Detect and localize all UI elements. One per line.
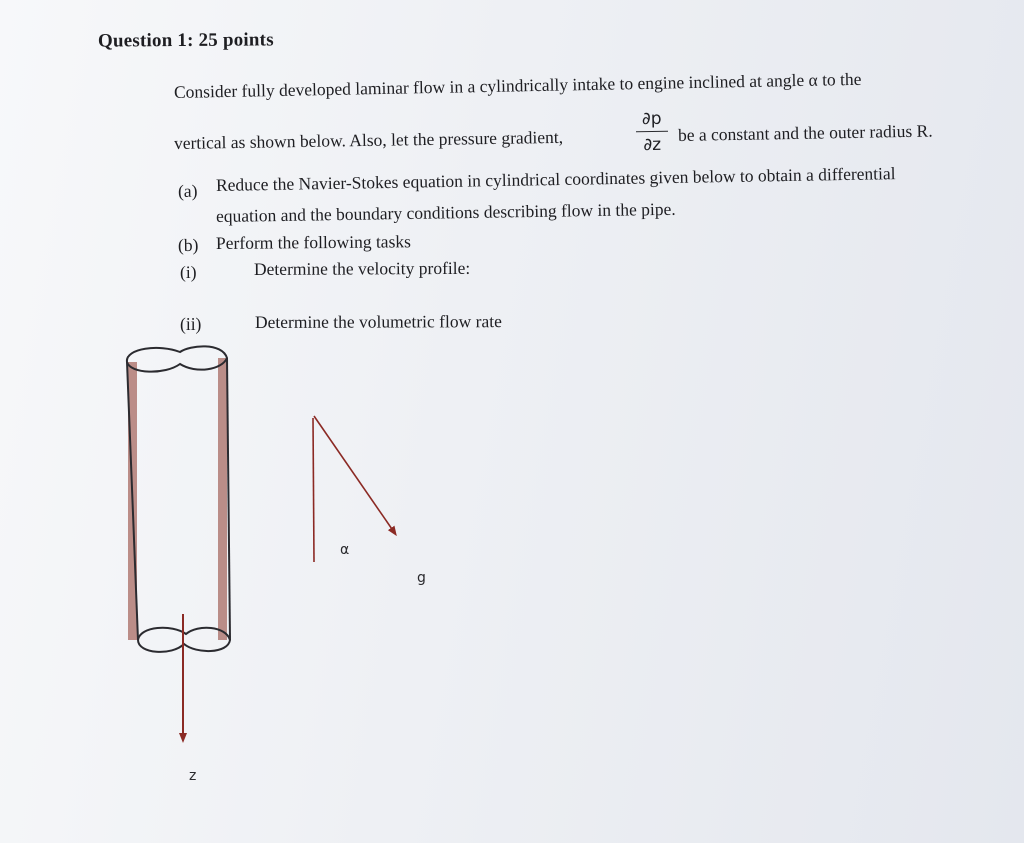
pipe-left-wall: [128, 362, 137, 640]
fraction-denominator: ∂z: [643, 135, 662, 156]
pipe-right-outline: [227, 358, 230, 640]
fraction-bar: [636, 131, 668, 133]
z-axis-label: z: [189, 768, 197, 784]
vertical-reference-line: [313, 418, 314, 562]
pipe-top-cap: [127, 346, 227, 371]
item-i-label: (i): [179, 261, 197, 282]
pipe-left-outline: [127, 362, 138, 640]
item-ii-text: Determine the volumetric flow rate: [254, 311, 502, 332]
pipe-bottom-cap: [138, 628, 230, 652]
pressure-gradient-fraction: [636, 109, 669, 156]
item-b-text: Perform the following tasks: [215, 231, 411, 253]
intro-line-2: vertical as shown below. Also, let the pressure gradient,: [173, 126, 564, 153]
angle-alpha-label: α: [340, 542, 350, 558]
question-heading: Question 1: 25 points: [97, 29, 274, 52]
item-i-text: Determine the velocity profile:: [253, 257, 471, 279]
item-a-line-2: equation and the boundary conditions describing flow in the pipe.: [215, 198, 676, 226]
fraction-numerator: ∂p: [641, 108, 662, 130]
item-a-line-1: Reduce the Navier-Stokes equation in cylindrical coordinates given below to obtain a differential: [215, 163, 896, 195]
item-a-label: (a): [177, 180, 198, 201]
item-b-label: (b): [177, 234, 199, 255]
gravity-arrow: [314, 416, 394, 532]
intro-line-1: Consider fully developed laminar flow in a cylindrically intake to engine inclined at angle α to the: [173, 68, 862, 102]
gravity-g-label: g: [417, 570, 426, 586]
pipe-right-wall: [218, 358, 227, 640]
intro-line-2-end: be a constant and the outer radius R.: [677, 120, 933, 145]
item-ii-label: (ii): [180, 314, 202, 334]
